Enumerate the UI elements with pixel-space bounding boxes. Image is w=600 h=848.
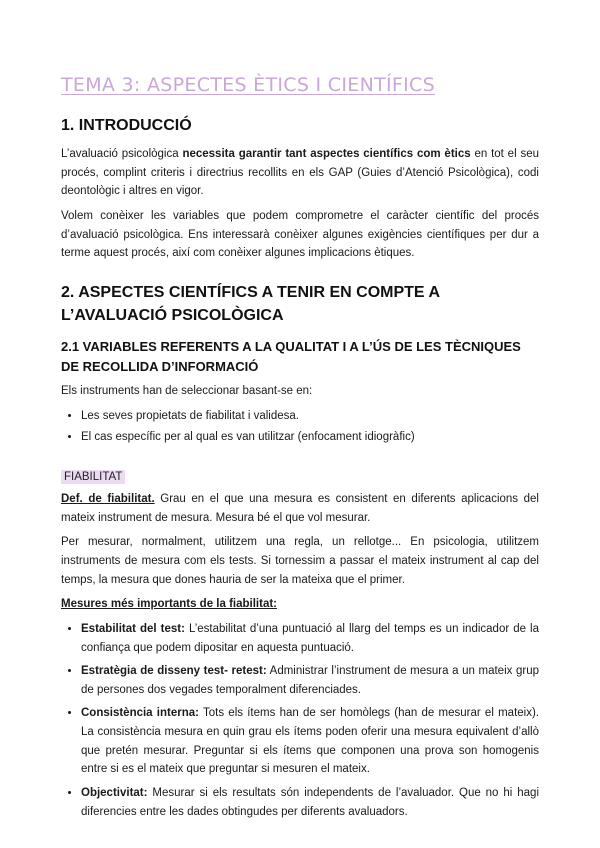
instrument-criteria-list — [61, 407, 539, 446]
measures-heading-text: Mesures més importants de la fiabilitat: — [61, 598, 278, 611]
measure-text: Mesurar si els resultats són independents de l’avaluador. Que no hi hagi diferencies entre les dades obtingudes per diferents avaluadors. — [81, 786, 539, 818]
fiabilitat-definition — [61, 490, 539, 527]
list-item — [81, 784, 539, 821]
text-run: en tot el seu procés, complint criteris i directrius recollits en els GAP (Guies d’Atenció Psicològica), codi deontològic i altres en vigor. — [61, 148, 539, 198]
list-item — [81, 620, 539, 657]
text-run: Grau en el que una mesura es consistent en diferents aplicacions del mateix instrument de mesura. Mesura bé el que vol mesurar. — [61, 493, 539, 524]
section-2-heading: 2. ASPECTES CIENTÍFICS A TENIR EN COMPTE A L’AVALUACIÓ PSICOLÒGICA — [61, 283, 440, 325]
measure-label: Estratègia de disseny test- retest: — [81, 665, 267, 678]
measure-label: Consistència interna: — [81, 707, 199, 720]
measures-heading — [61, 595, 539, 614]
bold-text-run: necessita garantir tant aspectes científics com ètics — [182, 148, 471, 161]
reliability-measures-list — [61, 620, 539, 821]
measure-label: Objectivitat: — [81, 786, 148, 799]
measure-text: L’estabilitat d’una puntuació al llarg del temps es un indicador de la confiança que podem dipositar en aquesta puntuació. — [81, 622, 539, 654]
list-item — [81, 662, 539, 699]
measure-text: Administrar l’instrument de mesura a un mateix grup de persones dos vegades temporalment diferenciades. — [81, 665, 539, 696]
list-item: • El cas específic per al qual es van utilitzar (enfocament idiogràfic) — [81, 428, 539, 447]
text-run: L’avaluació psicològica — [61, 148, 183, 161]
measure-label: Estabilitat del test: — [81, 622, 185, 635]
list-item — [81, 704, 539, 779]
fiabilitat-paragraph-2: Per mesurar, normalment, utilitzem una regla, un rellotge... En psicologia, utilitzem instruments de mesura com els tests. Si tornessim a passar el mateix instrument al cap del temps, la mesura que dones hauria de ser la mateixa que el primer. — [61, 536, 539, 586]
definition-label: Def. de fiabilitat. — [61, 493, 155, 506]
section-2-intro: Els instruments han de seleccionar basant-se en: — [61, 385, 313, 398]
section-2-1-heading: 2.1 VARIABLES REFERENTS A LA QUALITAT I A L’ÚS DE LES TÈCNIQUES DE RECOLLIDA D’INFORMACIÓ — [61, 339, 521, 374]
section-1-paragraph-2: Volem conèixer les variables que podem comprometre el caràcter científic del procés d’avaluació psicològica. Ens interessarà conèixer algunes exigències científiques per dur a terme aquest procés, així com conèixer algunes implicacions ètiques. — [61, 210, 539, 260]
page-title: TEMA 3: ASPECTES ÈTICS I CIENTÍFICS — [61, 74, 435, 96]
section-1-paragraph-1 — [61, 145, 539, 201]
section-1-heading: 1. INTRODUCCIÓ — [61, 117, 192, 134]
measure-text: Tots els ítems han de ser homòlegs (han de mesurar el mateix). La consistència mesura en quin grau els ítems poden oferir una mesura equivalent d’allò que pretén mesurar. Preguntar si els ítems que componen una prova son homogenis entre si es el mateix que preguntar si mesuren el mateix. — [81, 707, 539, 776]
fiabilitat-tag: FIABILITAT — [61, 470, 125, 484]
list-item: • Les seves propietats de fiabilitat i validesa. — [81, 407, 539, 426]
